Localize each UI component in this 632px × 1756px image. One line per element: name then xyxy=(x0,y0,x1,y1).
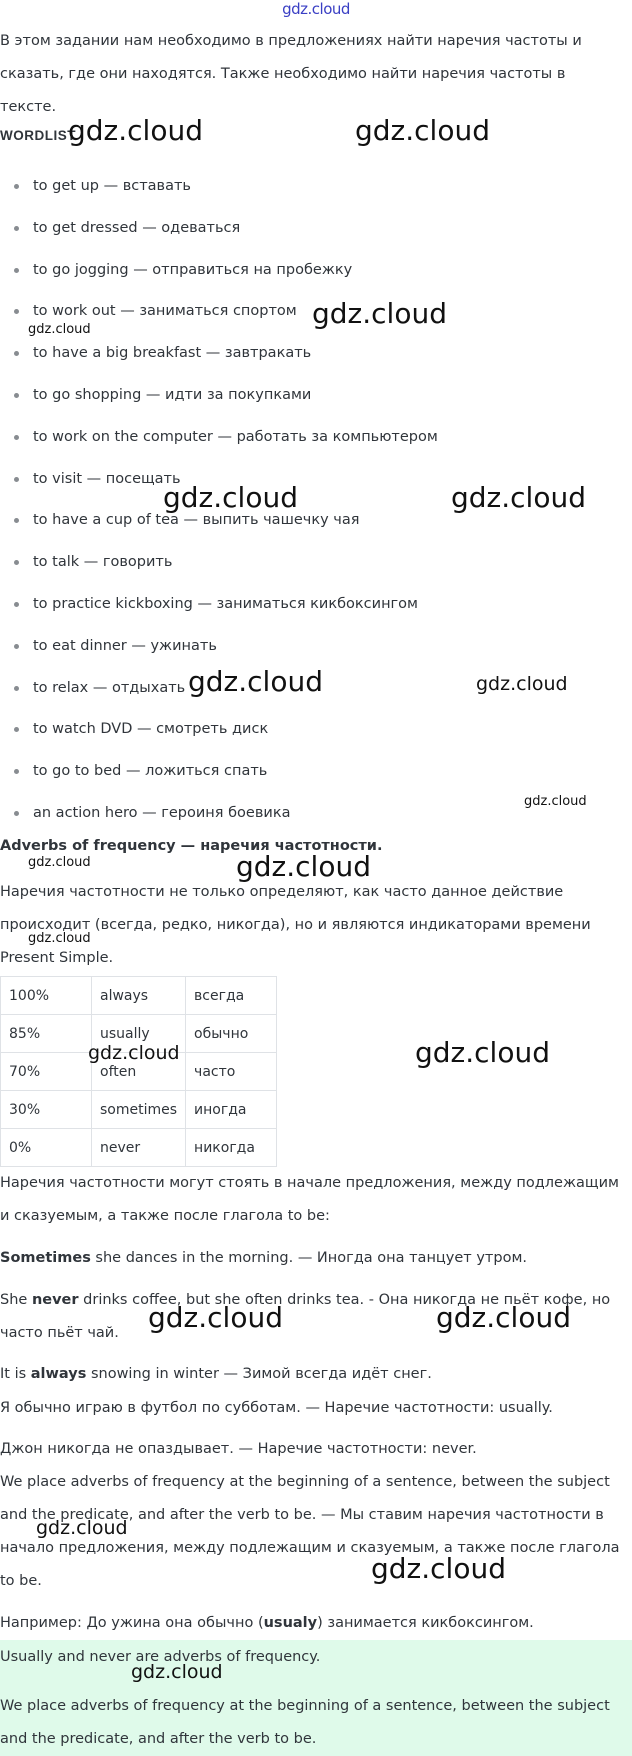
answer-box-line-2: We place adverbs of frequency at the beginning of a sentence, between the subject and the predicate, and after the verb to be. xyxy=(0,1698,610,1747)
watermark: gdz.cloud xyxy=(131,1661,223,1683)
bullet-icon xyxy=(14,602,19,607)
site-logo[interactable]: gdz.cloud xyxy=(282,0,350,18)
watermark: gdz.cloud xyxy=(451,481,586,514)
table-cell: sometimes xyxy=(92,1091,186,1129)
watermark: gdz.cloud xyxy=(28,322,91,337)
watermark: gdz.cloud xyxy=(312,297,447,330)
list-item: to relax — отдыхать xyxy=(0,676,438,718)
table-row xyxy=(1,1129,277,1167)
intro-text: В этом задании нам необходимо в предложениях найти наречия частоты и сказать, где они находятся. Также необходимо найти наречия частоты в тексте. xyxy=(0,33,582,115)
table-cell: always xyxy=(92,977,186,1015)
list-item: to watch DVD — смотреть диск xyxy=(0,717,438,759)
answer-line-3: We place adverbs of frequency at the beginning of a sentence, between the subject and the predicate, and after the verb to be. — Мы ставим наречия частотности в начало предложения, между подлежащим и сказуемым, а также после глагола to be. xyxy=(0,1474,620,1589)
table-cell: иногда xyxy=(186,1091,277,1129)
watermark: gdz.cloud xyxy=(476,673,568,695)
adverbs-title: Adverbs of frequency — наречия частотности. xyxy=(0,838,383,854)
table-cell: часто xyxy=(186,1053,277,1091)
bullet-icon xyxy=(14,811,19,816)
watermark: gdz.cloud xyxy=(88,1042,180,1064)
bullet-icon xyxy=(14,435,19,440)
bullet-icon xyxy=(14,769,19,774)
list-item: to have a big breakfast — завтракать xyxy=(0,341,438,383)
watermark: gdz.cloud xyxy=(524,794,587,809)
watermark: gdz.cloud xyxy=(371,1552,506,1585)
adverbs-description: Наречия частотности не только определяют, как часто данное действие происходит (всегда, редко, никогда), но и являются индикаторами времени Present Simple. xyxy=(0,884,591,966)
position-rule: Наречия частотности могут стоять в начале предложения, между подлежащим и сказуемым, а также после глагола to be: xyxy=(0,1175,619,1224)
bullet-icon xyxy=(14,518,19,523)
watermark: gdz.cloud xyxy=(36,1517,128,1539)
bullet-icon xyxy=(14,727,19,732)
table-cell: всегда xyxy=(186,977,277,1015)
list-item: an action hero — героиня боевика xyxy=(0,801,438,843)
table-cell: 100% xyxy=(1,977,92,1015)
watermark: gdz.cloud xyxy=(415,1036,550,1069)
example-always: It is always snowing in winter — Зимой всегда идёт снег. xyxy=(0,1366,432,1382)
watermark: gdz.cloud xyxy=(28,931,91,946)
bullet-icon xyxy=(14,184,19,189)
list-item: to work on the computer — работать за компьютером xyxy=(0,425,438,467)
bullet-icon xyxy=(14,351,19,356)
table-cell: 0% xyxy=(1,1129,92,1167)
answer-line-1: Я обычно играю в футбол по субботам. — Наречие частотности: usually. xyxy=(0,1400,553,1416)
bullet-icon xyxy=(14,268,19,273)
watermark: gdz.cloud xyxy=(236,850,371,883)
watermark: gdz.cloud xyxy=(188,665,323,698)
watermark: gdz.cloud xyxy=(163,481,298,514)
table-row xyxy=(1,977,277,1015)
answer-line-4: Например: До ужина она обычно (usualy) занимается кикбоксингом. xyxy=(0,1615,534,1631)
bullet-icon xyxy=(14,477,19,482)
watermark: gdz.cloud xyxy=(68,114,203,147)
watermark: gdz.cloud xyxy=(436,1301,571,1334)
bullet-icon xyxy=(14,309,19,314)
frequency-table xyxy=(0,976,277,1167)
answer-box-line-1: Usually and never are adverbs of frequency. xyxy=(0,1649,321,1665)
table-cell: often xyxy=(92,1053,186,1091)
table-cell: 30% xyxy=(1,1091,92,1129)
list-item: to have a cup of tea — выпить чашечку чая xyxy=(0,508,438,550)
table-cell: never xyxy=(92,1129,186,1167)
list-item: to go to bed — ложиться спать xyxy=(0,759,438,801)
answer-box xyxy=(0,1640,632,1756)
list-item: to practice kickboxing — заниматься кикбоксингом xyxy=(0,592,438,634)
list-item: to get up — вставать xyxy=(0,174,438,216)
bullet-icon xyxy=(14,560,19,565)
bullet-icon xyxy=(14,644,19,649)
wordlist-heading: WORDLIST xyxy=(0,128,76,143)
bullet-icon xyxy=(14,393,19,398)
table-row xyxy=(1,1091,277,1129)
example-never: She never drinks coffee, but she often drinks tea. - Она никогда не пьёт кофе, но часто пьёт чай. xyxy=(0,1292,611,1341)
table-cell: 70% xyxy=(1,1053,92,1091)
table-cell: обычно xyxy=(186,1015,277,1053)
table-cell: 85% xyxy=(1,1015,92,1053)
list-item: to eat dinner — ужинать xyxy=(0,634,438,676)
list-item: to go shopping — идти за покупками xyxy=(0,383,438,425)
list-item: to visit — посещать xyxy=(0,467,438,509)
list-item: to get dressed — одеваться xyxy=(0,216,438,258)
answer-line-2: Джон никогда не опаздывает. — Наречие частотности: never. xyxy=(0,1441,477,1457)
watermark: gdz.cloud xyxy=(355,114,490,147)
watermark: gdz.cloud xyxy=(148,1301,283,1334)
list-item: to go jogging — отправиться на пробежку xyxy=(0,258,438,300)
table-cell: usually xyxy=(92,1015,186,1053)
list-item: to work out — заниматься спортом xyxy=(0,299,438,341)
example-sometimes: Sometimes she dances in the morning. — Иногда она танцует утром. xyxy=(0,1250,527,1266)
watermark: gdz.cloud xyxy=(28,855,91,870)
bullet-icon xyxy=(14,226,19,231)
table-cell: никогда xyxy=(186,1129,277,1167)
list-item: to talk — говорить xyxy=(0,550,438,592)
bullet-icon xyxy=(14,686,19,691)
